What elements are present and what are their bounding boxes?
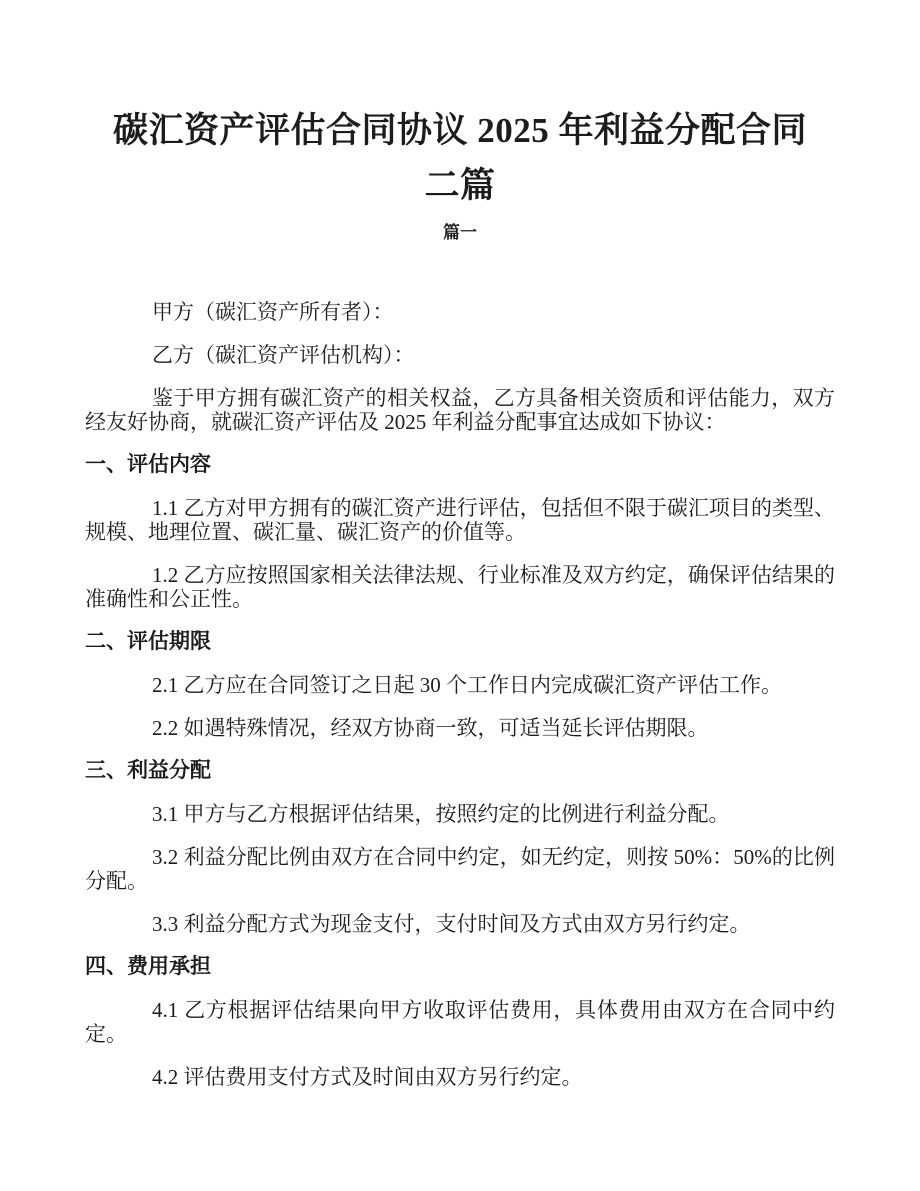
heading-section-3-benefit-distribution: 三、利益分配	[85, 759, 211, 782]
party-b-line: 乙方（碳汇资产评估机构）：	[152, 343, 415, 367]
part-label: 篇一	[443, 223, 477, 242]
document-title	[85, 103, 835, 213]
heading-section-2-evaluation-period: 二、评估期限	[85, 630, 211, 653]
clause-2-1: 2.1 乙方应在合同签订之日起 30 个工作日内完成碳汇资产评估工作。	[152, 673, 782, 697]
preamble-paragraph: 鉴于甲方拥有碳汇资产的相关权益，乙方具备相关资质和评估能力，双方经友好协商，就碳汇资产评估及 2025 年利益分配事宜达成如下协议：	[85, 386, 835, 434]
clause-1-1: 1.1 乙方对甲方拥有的碳汇资产进行评估，包括但不限于碳汇项目的类型、规模、地理位置、碳汇量、碳汇资产的价值等。	[85, 496, 835, 544]
clause-4-1: 4.1 乙方根据评估结果向甲方收取评估费用，具体费用由双方在合同中约定。	[85, 998, 835, 1046]
heading-section-1-evaluation-content: 一、评估内容	[85, 453, 211, 476]
document-title-line-1: 碳汇资产评估合同协议 2025 年利益分配合同	[112, 111, 807, 150]
document-title-line-2: 二篇	[424, 166, 496, 205]
heading-section-4-cost-bearing: 四、费用承担	[85, 955, 211, 978]
clause-4-2: 4.2 评估费用支付方式及时间由双方另行约定。	[152, 1065, 583, 1089]
clause-1-2: 1.2 乙方应按照国家相关法律法规、行业标准及双方约定，确保评估结果的准确性和公正性。	[85, 563, 835, 611]
clause-3-3: 3.3 利益分配方式为现金支付，支付时间及方式由双方另行约定。	[152, 912, 751, 936]
clause-3-2: 3.2 利益分配比例由双方在合同中约定，如无约定，则按 50%：50%的比例分配。	[85, 845, 835, 893]
party-a-line: 甲方（碳汇资产所有者）：	[152, 300, 394, 324]
contract-content	[85, 300, 835, 1089]
clause-2-2: 2.2 如遇特殊情况，经双方协商一致，可适当延长评估期限。	[152, 716, 709, 740]
clause-3-1: 3.1 甲方与乙方根据评估结果，按照约定的比例进行利益分配。	[152, 802, 730, 826]
